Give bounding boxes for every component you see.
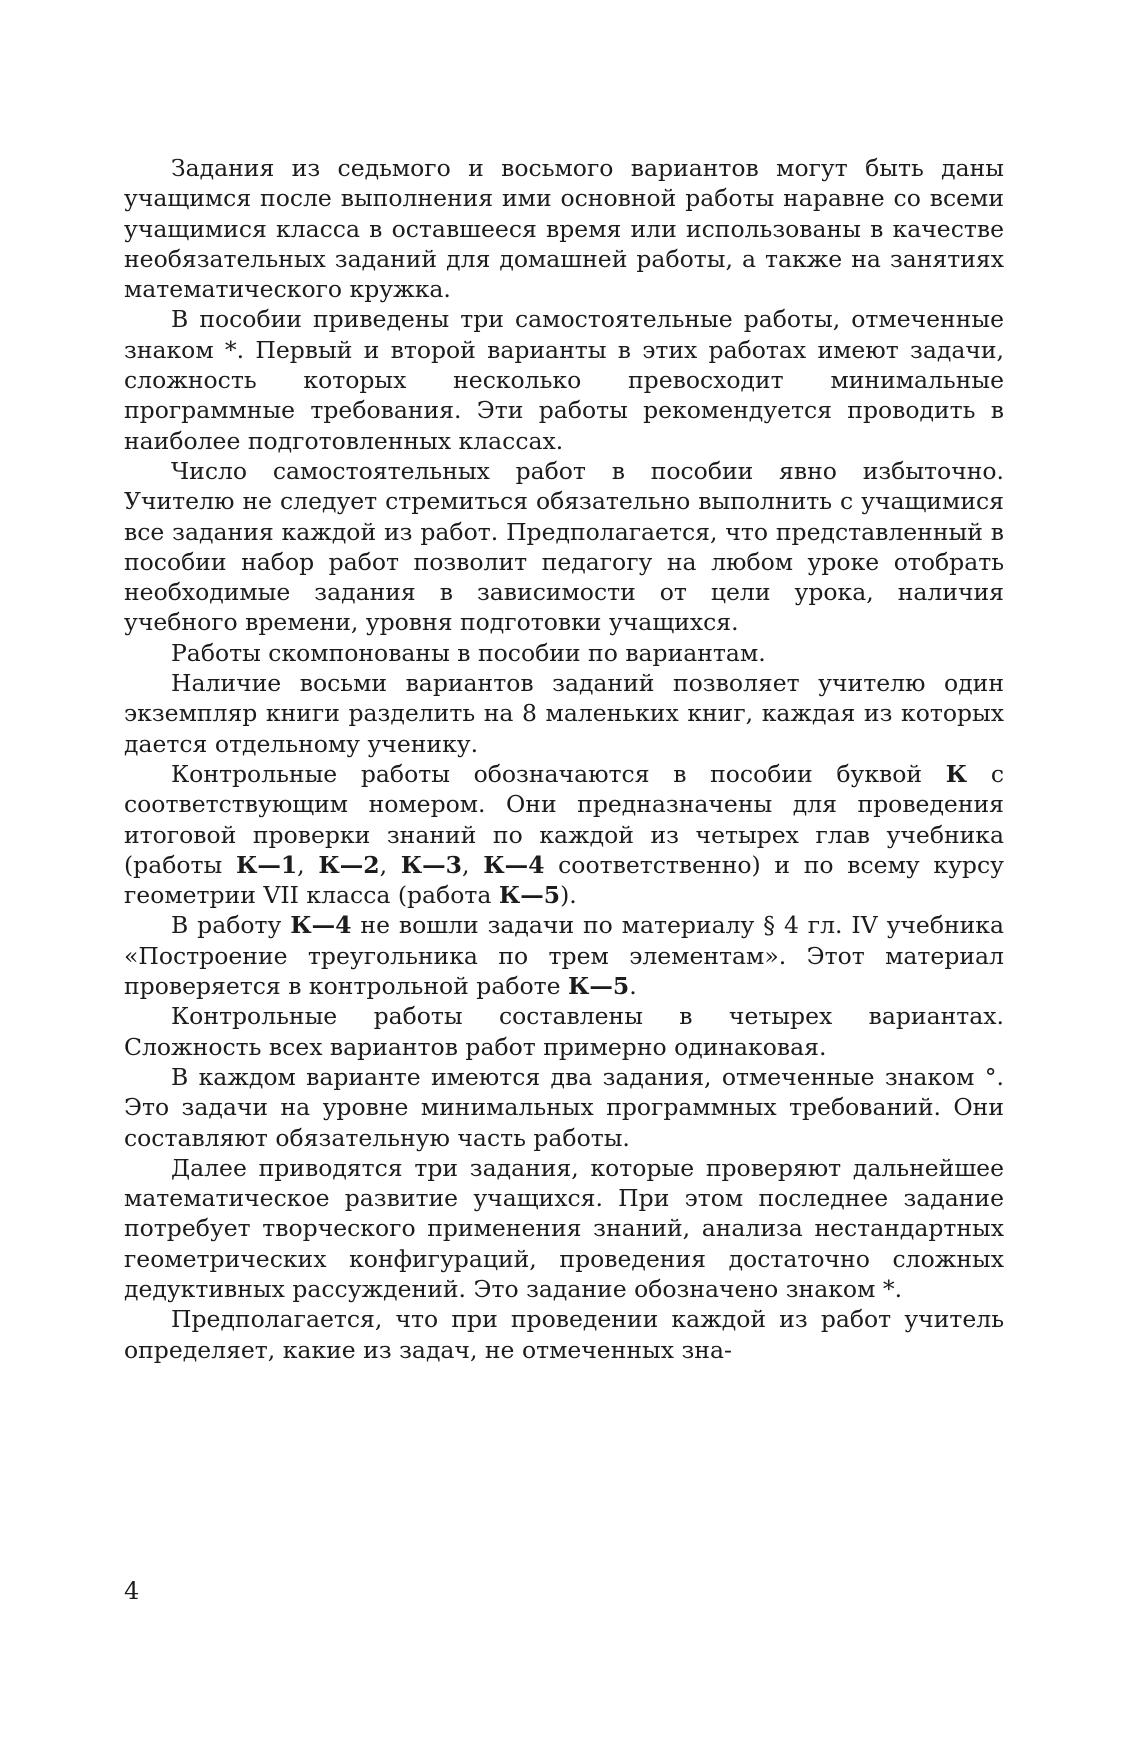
- text-run: ,: [297, 850, 319, 879]
- bold-term: К—3: [400, 850, 463, 879]
- text-run: ,: [462, 850, 484, 879]
- bold-term: К—5: [568, 972, 630, 1001]
- text-run: Задания из седьмого и восьмого вариантов могут быть даны учащимся после выполнения ими основной работы наравне со всеми учащимися класса в оставшееся время или использованы в качестве необязательных заданий для домашней работы, а также на занятиях математического кружка.: [124, 154, 1004, 304]
- paragraph: [124, 1153, 1004, 1304]
- text-run: Далее приводятся три задания, которые проверяют дальнейшее математическое развитие учащихся. При этом последнее задание потребует творческого применения знаний, анализа нестандартных геометрических конфигураций, проведения достаточно сложных дедуктивных рассуждений. Это задание обозначено знаком *.: [124, 1153, 1004, 1303]
- bold-term: К—5: [498, 881, 561, 910]
- paragraph: [124, 153, 1004, 304]
- text-run: .: [629, 972, 637, 1001]
- body-text: [124, 153, 1004, 1365]
- paragraph: [124, 1304, 1004, 1365]
- text-run: не вошли задачи по материалу § 4 гл. IV учебника «Построение треугольника по трем элементам». Этот материал проверяется в контрольной работе: [124, 911, 1005, 1001]
- paragraph: [124, 910, 1004, 1001]
- text-run: ,: [379, 850, 401, 879]
- paragraph: [124, 1062, 1004, 1153]
- bold-term: К—4: [290, 911, 352, 940]
- paragraph: [124, 304, 1004, 455]
- text-run: В работу: [171, 911, 291, 940]
- text-run: соответственно) и по всему курсу геометрии VII класса (работа: [124, 850, 1004, 910]
- text-run: В пособии приведены три самостоятельные работы, отмеченные знаком *. Первый и второй варианты в этих работах имеют задачи, сложность которых несколько превосходит минимальные программные требования. Эти работы рекомендуется проводить в наиболее подготовленных классах.: [124, 305, 1004, 455]
- text-run: Предполагается, что при проведении каждой из работ учитель определяет, какие из задач, не отмеченных зна-: [124, 1305, 1004, 1364]
- page-number: 4: [124, 1577, 140, 1605]
- text-run: ).: [560, 881, 577, 910]
- text-run: с соответствующим номером. Они предназначены для проведения итоговой проверки знаний по каждой из четырех глав учебника (работы: [124, 759, 1004, 879]
- paragraph: [124, 1001, 1004, 1062]
- paragraph: [124, 668, 1004, 759]
- text-run: Число самостоятельных работ в пособии явно избыточно. Учителю не следует стремиться обязательно выполнить с учащимися все задания каждой из работ. Предполагается, что представленный в пособии набор работ позволит педагогу на любом уроке отобрать необходимые задания в зависимости от цели урока, наличия учебного времени, уровня подготовки учащихся.: [124, 456, 1004, 637]
- text-run: Контрольные работы составлены в четырех вариантах. Сложность всех вариантов работ примерно одинаковая.: [124, 1002, 1004, 1061]
- text-run: Наличие восьми вариантов заданий позволяет учителю один экземпляр книги разделить на 8 маленьких книг, каждая из которых дается отдельному ученику.: [124, 669, 1004, 758]
- paragraph: [124, 456, 1004, 638]
- bold-term: К—2: [318, 850, 380, 879]
- bold-term: К—4: [483, 850, 545, 879]
- bold-term: К: [945, 759, 968, 788]
- paragraph: [124, 638, 1004, 668]
- paragraph: [124, 759, 1004, 910]
- text-run: В каждом варианте имеются два задания, отмеченные знаком °. Это задачи на уровне минимальных программных требований. Они составляют обязательную часть работы.: [124, 1062, 1004, 1152]
- bold-term: К—1: [235, 850, 298, 879]
- text-run: Контрольные работы обозначаются в пособии буквой: [171, 759, 946, 788]
- text-run: Работы скомпонованы в пособии по вариантам.: [171, 638, 766, 667]
